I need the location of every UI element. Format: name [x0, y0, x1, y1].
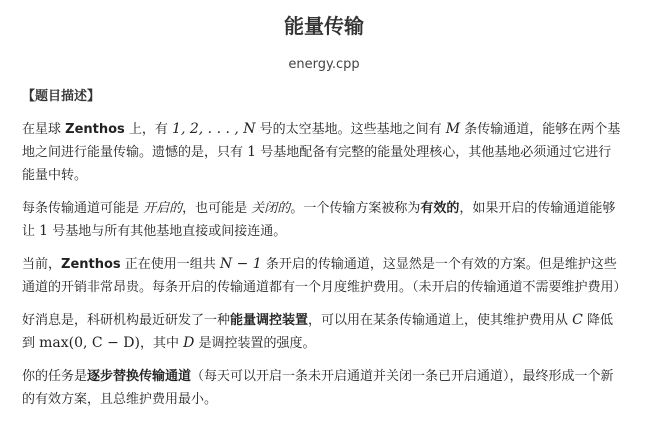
p2-text-1: 每条传输通道可能是: [22, 201, 144, 216]
paragraph-2: [22, 197, 622, 243]
math-c: C: [572, 312, 583, 328]
planet-name: Zenthos: [61, 257, 121, 272]
term-valid: 有效的: [420, 201, 460, 216]
p4-text-5: 是调控装置的强度。: [194, 336, 316, 351]
p2-text-2: ，也可能是: [182, 201, 252, 216]
term-device: 能量调控装置: [230, 313, 309, 328]
p1-text-1: 在星球: [22, 122, 66, 137]
paragraph-5: [22, 365, 622, 411]
paragraph-3: [22, 253, 627, 299]
p2-text-5: 号基地与所有其他基地直接或间接连通。: [48, 224, 287, 239]
term-open: 开启的: [143, 201, 183, 216]
math-one: 1: [247, 144, 257, 160]
p2-text-4: ，如果开启的传输通道能够让: [22, 201, 616, 239]
p5-text-1: 你的任务是: [22, 369, 88, 384]
p3-text-1: 当前，: [22, 257, 62, 272]
p1-text-4: 条传输通道，能够在两个基地之间进行能量传输。遗憾的是，只有: [22, 122, 621, 160]
p4-text-1: 好消息是，科研机构最近研发了一种: [22, 313, 231, 328]
planet-name: Zenthos: [65, 122, 125, 137]
math-m: M: [445, 121, 461, 137]
p4-text-2: ，可以用在某条传输通道上，使其维护费用从: [308, 313, 573, 328]
math-d: D: [183, 335, 195, 351]
section-heading-description: 【题目描述】: [22, 89, 101, 104]
paragraph-4: [22, 309, 622, 355]
problem-description: [22, 118, 627, 421]
p1-text-2: 上，有: [124, 122, 173, 137]
p1-text-5: 号基地配备有完整的能量处理核心，其他基地必须通过它进行能量中转。: [22, 145, 612, 183]
p1-text-3: 号的太空基地。这些基地之间有: [255, 122, 446, 137]
p3-text-3: 条开启的传输通道，这显然是一个有效的方案。但是维护这些通道的开销非常昂贵。每条开启的传输通道都有一个月度维护费用。（未开启的传输通道不需要维护费用）: [22, 257, 627, 295]
p4-text-4: ，其中: [139, 336, 184, 351]
p2-text-3: 。一个传输方案被称为: [290, 201, 421, 216]
math-base-range: 1, 2, . . . , N: [172, 121, 256, 137]
math-max-expression: max(0, C − D): [39, 335, 140, 351]
term-closed: 关闭的: [251, 201, 291, 216]
page-title: 能量传输: [284, 14, 364, 38]
term-replace: 逐步替换传输通道: [87, 369, 192, 384]
p5-text-2: （每天可以开启一条未开启通道并关闭一条已开启通道），最终形成一个新的有效方案，且总维护费用最小。: [22, 369, 614, 407]
math-n-minus-one: N − 1: [219, 256, 262, 272]
source-filename: energy.cpp: [288, 57, 360, 72]
p4-text-3: 降低到: [22, 313, 614, 351]
math-one: 1: [39, 223, 49, 239]
paragraph-1: [22, 118, 622, 187]
p3-text-2: 正在使用一组共: [120, 257, 220, 272]
